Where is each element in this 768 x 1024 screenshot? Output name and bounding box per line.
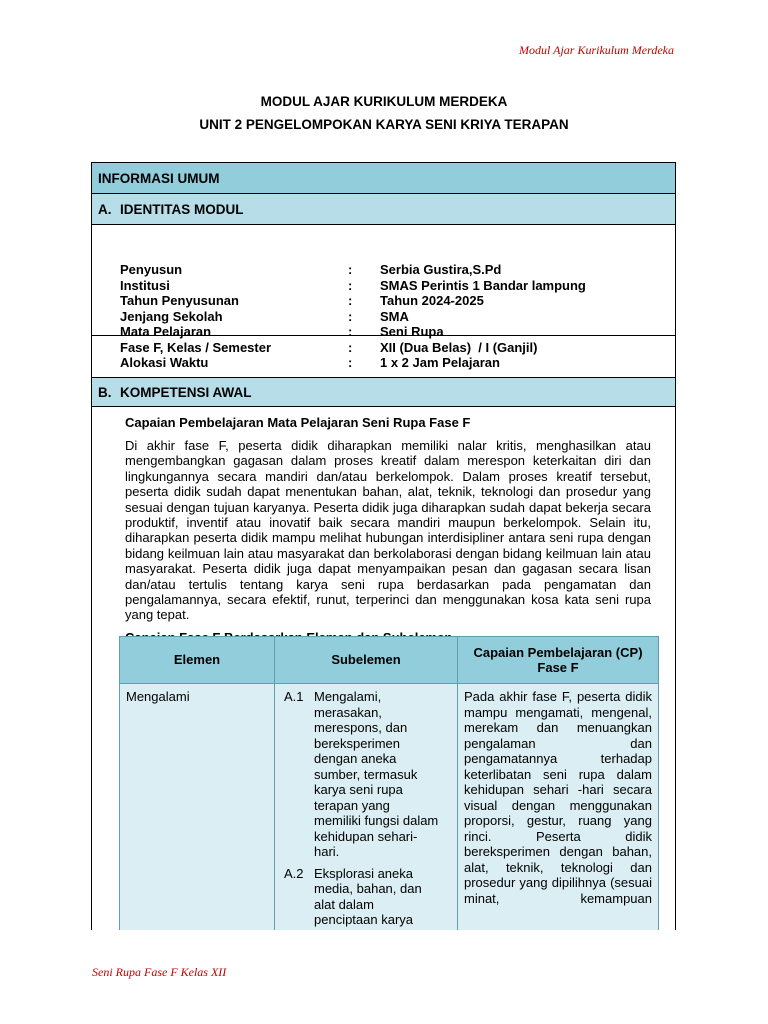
identitas-colon: :	[348, 277, 353, 293]
identitas-list	[92, 225, 675, 370]
identitas-value: SMA	[380, 308, 409, 324]
header-subelemen: Subelemen	[275, 637, 458, 684]
kompetensi-letter: B.	[98, 384, 112, 400]
header-note: Modul Ajar Kurikulum Merdeka	[519, 43, 674, 57]
informasi-umum-heading: INFORMASI UMUM	[98, 170, 220, 186]
cell-cp: Pada akhir fase F, peserta didik mampu mengamati, mengenal, merekam dan menuangkan pengalaman dan pengamatannya terhadap keterlibatan seni rupa dalam kehidupan sehari -hari secara visual dengan menggunakan proporsi, gestur, ruang yang rinci. Peserta didik bereksperimen dengan bahan, alat, teknik, teknologi dan prosedur yang dipilihnya (sesuai minat, kemampuan	[458, 684, 659, 931]
module-table	[91, 162, 676, 930]
subelemen-item	[284, 689, 451, 860]
identitas-band	[92, 194, 675, 225]
document-subtitle: UNIT 2 PENGELOMPOKAN KARYA SENI KRIYA TERAPAN	[199, 117, 569, 132]
elemen-table	[119, 636, 659, 930]
identitas-value: 1 x 2 Jam Pelajaran	[380, 355, 500, 370]
kompetensi-band	[92, 377, 675, 407]
identitas-colon: :	[348, 355, 353, 370]
identitas-label: Penyusun	[120, 262, 183, 277]
identitas-label: Tahun Penyusunan	[120, 293, 239, 308]
identitas-heading: IDENTITAS MODUL	[120, 201, 244, 217]
identitas-label: Institusi	[120, 277, 170, 293]
identitas-colon: :	[348, 324, 353, 339]
cell-elemen: Mengalami	[120, 684, 275, 931]
identitas-value: SMAS Perintis 1 Bandar lampung	[380, 277, 586, 293]
kompetensi-section	[92, 415, 675, 645]
cp-paragraph: Di akhir fase F, peserta didik diharapkan memiliki nalar kritis, menghasilkan atau mengembangkan gagasan dalam proses kreatif dalam merespon keterkaitan diri dan lingkungannya secara mandiri dan/atau berkelompok. Dalam proses kreatif tersebut, peserta didik sudah dapat menentukan bahan, alat, teknik, teknologi dan prosedur yang sesuai dengan tujuan karyanya. Peserta didik juga diharapkan sudah dapat bekerja secara produktif, inventif atau inovatif baik secara mandiri maupun berkelompok. Selain itu, diharapkan peserta didik mampu melihat hubungan interdisipliner antara seni rupa dengan bidang keilmuan lain atau masyarakat dan berkolaborasi dengan bidang keilmuan lain atau masyarakat. Peserta didik juga dapat menyampaikan pesan dan gagasan secara lisan dan/atau tertulis tentang karya seni rupa berdasarkan pada pengamatan dan pengalamannya, secara efektif, runut, terperinci dan menggunakan kosa kata seni rupa yang tepat.	[125, 438, 651, 623]
subelemen-number: A.1	[284, 689, 304, 704]
identitas-letter: A.	[98, 201, 112, 217]
informasi-umum-band	[92, 163, 675, 194]
identitas-label: Mata Pelajaran	[120, 324, 212, 339]
kompetensi-heading: KOMPETENSI AWAL	[120, 384, 252, 400]
subelemen-item	[284, 866, 451, 928]
document-title: MODUL AJAR KURIKULUM MERDEKA	[260, 94, 508, 109]
cp-title: Capaian Pembelajaran Mata Pelajaran Seni Rupa Fase F	[125, 415, 471, 430]
identitas-label: Alokasi Waktu	[120, 355, 209, 370]
table-row	[120, 684, 659, 931]
identitas-colon: :	[348, 339, 353, 355]
identitas-label: Fase F, Kelas / Semester	[120, 339, 272, 355]
identitas-value: XII (Dua Belas) / I (Ganjil)	[380, 339, 538, 355]
subelemen-text: Mengalami, merasakan, merespons, dan bereksperimen dengan aneka sumber, termasuk karya seni rupa terapan yang memiliki fungsi dalam kehidupan sehari-hari.	[314, 689, 439, 859]
cell-subelemen	[275, 684, 458, 931]
header-cp: Capaian Pembelajaran (CP) Fase F	[458, 637, 659, 684]
table-header-row	[120, 637, 659, 684]
identitas-value: Seni Rupa	[380, 324, 444, 339]
identitas-colon: :	[348, 262, 353, 277]
identitas-colon: :	[348, 293, 353, 308]
identitas-label: Jenjang Sekolah	[120, 308, 223, 324]
subelemen-text: Eksplorasi aneka media, bahan, dan alat dalam penciptaan karya	[314, 865, 422, 927]
subelemen-number: A.2	[284, 865, 304, 881]
footer-note: Seni Rupa Fase F Kelas XII	[92, 965, 227, 979]
identitas-value: Serbia Gustira,S.Pd	[380, 262, 502, 277]
header-elemen: Elemen	[120, 637, 275, 684]
identitas-value: Tahun 2024-2025	[380, 293, 484, 308]
identitas-colon: :	[348, 308, 353, 324]
